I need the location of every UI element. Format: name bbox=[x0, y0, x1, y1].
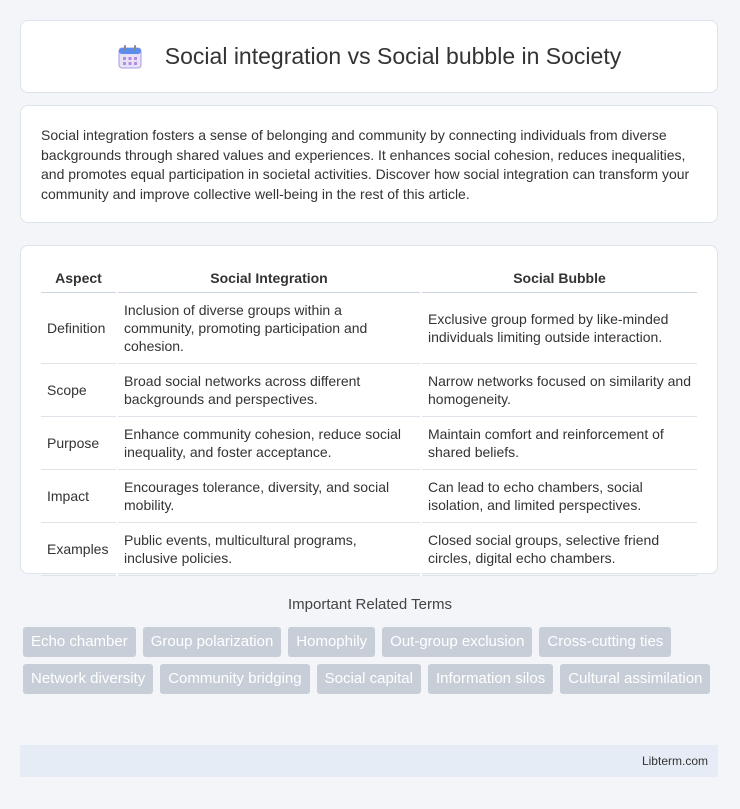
integration-cell: Public events, multicultural programs, inclusive policies. bbox=[117, 523, 421, 576]
integration-cell: Enhance community cohesion, reduce social inequality, and foster acceptance. bbox=[117, 417, 421, 470]
bubble-cell: Maintain comfort and reinforcement of shared beliefs. bbox=[421, 417, 697, 470]
bubble-cell: Exclusive group formed by like-minded individuals limiting outside interaction. bbox=[421, 293, 697, 364]
intro-card bbox=[20, 105, 718, 223]
footer bbox=[20, 745, 718, 777]
comparison-table bbox=[41, 264, 697, 576]
aspect-cell: Scope bbox=[41, 364, 117, 417]
table-row bbox=[41, 523, 697, 576]
header-card bbox=[20, 20, 718, 93]
integration-cell: Encourages tolerance, diversity, and social mobility. bbox=[117, 470, 421, 523]
page-title: Social integration vs Social bubble in Society bbox=[164, 43, 622, 69]
aspect-cell: Impact bbox=[41, 470, 117, 523]
table-row bbox=[41, 417, 697, 470]
integration-cell: Broad social networks across different backgrounds and perspectives. bbox=[117, 364, 421, 417]
related-term-tag[interactable]: Cross-cutting ties bbox=[539, 627, 671, 657]
related-term-tag[interactable]: Network diversity bbox=[23, 664, 153, 694]
related-term-tag[interactable]: Social capital bbox=[317, 664, 421, 694]
aspect-cell: Purpose bbox=[41, 417, 117, 470]
column-header-social-integration: Social Integration bbox=[117, 264, 421, 293]
bubble-cell: Closed social groups, selective friend circles, digital echo chambers. bbox=[421, 523, 697, 576]
bubble-cell: Narrow networks focused on similarity and homogeneity. bbox=[421, 364, 697, 417]
related-terms-list bbox=[23, 627, 723, 694]
aspect-cell: Definition bbox=[41, 293, 117, 364]
bubble-cell: Can lead to echo chambers, social isolation, and limited perspectives. bbox=[421, 470, 697, 523]
related-term-tag[interactable]: Homophily bbox=[288, 627, 375, 657]
related-terms-title: Important Related Terms bbox=[288, 596, 452, 613]
table-row bbox=[41, 293, 697, 364]
column-header-aspect: Aspect bbox=[41, 264, 117, 293]
related-term-tag[interactable]: Community bridging bbox=[160, 664, 309, 694]
table-row bbox=[41, 470, 697, 523]
related-term-tag[interactable]: Echo chamber bbox=[23, 627, 136, 657]
column-header-social-bubble: Social Bubble bbox=[421, 264, 697, 293]
intro-text: Social integration fosters a sense of belonging and community by connecting individuals from diverse backgrounds through shared values and experiences. It enhances social cohesion, reduces inequalities, and promotes equal participation in societal activities. Discover how social integration can transform your community and improve collective well-being in the rest of this article. bbox=[41, 127, 690, 202]
table-header-row bbox=[41, 264, 697, 293]
aspect-cell: Examples bbox=[41, 523, 117, 576]
footer-site-link[interactable]: Libterm.com bbox=[641, 754, 708, 768]
related-term-tag[interactable]: Group polarization bbox=[143, 627, 282, 657]
calendar-icon bbox=[117, 44, 143, 70]
comparison-card bbox=[20, 245, 718, 574]
table-row bbox=[41, 364, 697, 417]
integration-cell: Inclusion of diverse groups within a community, promoting participation and cohesion. bbox=[117, 293, 421, 364]
related-term-tag[interactable]: Out-group exclusion bbox=[382, 627, 532, 657]
related-term-tag[interactable]: Information silos bbox=[428, 664, 553, 694]
related-term-tag[interactable]: Cultural assimilation bbox=[560, 664, 710, 694]
